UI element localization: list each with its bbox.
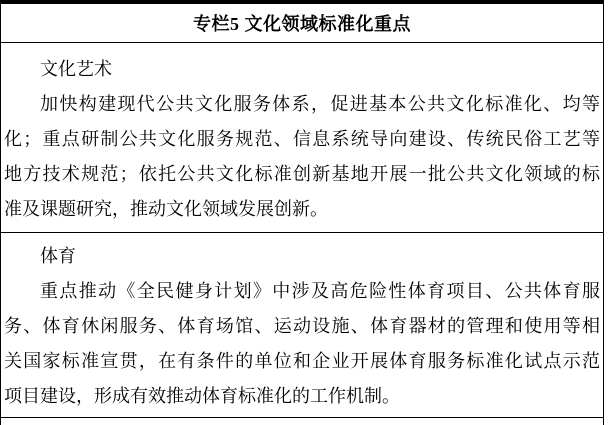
body-line: 关国家标准宣贯，在有条件的单位和企业开展体育服务标准化试点示范 [4, 351, 600, 371]
body-line: 重点推动《全民健身计划》中涉及高危险性体育项目、公共体育服 [40, 281, 600, 301]
body-line: 地方技术规范；依托公共文化标准创新基地开展一批公共文化领域的标 [4, 164, 600, 184]
body-line: 务、体育休闲服务、体育场馆、运动设施、体育器材的管理和使用等相 [4, 316, 600, 336]
panel-title-row [1, 4, 603, 43]
body-line: 化；重点研制公共文化服务规范、信息系统导向建设、传统民俗工艺等 [4, 129, 600, 149]
section-culture-arts [1, 43, 603, 233]
bottom-stub [1, 418, 603, 425]
body-line: 准及课题研究，推动文化领域发展创新。 [4, 199, 328, 219]
section-heading-culture-arts: 文化艺术 [40, 59, 112, 79]
body-line: 项目建设，形成有效推动体育标准化的工作机制。 [4, 386, 400, 406]
panel-box [0, 4, 604, 425]
panel-title: 专栏5 文化领域标准化重点 [193, 14, 411, 34]
section-heading-sports: 体育 [40, 246, 76, 266]
section-sports [1, 233, 603, 418]
body-line: 加快构建现代公共文化服务体系，促进基本公共文化标准化、均等 [40, 94, 600, 114]
